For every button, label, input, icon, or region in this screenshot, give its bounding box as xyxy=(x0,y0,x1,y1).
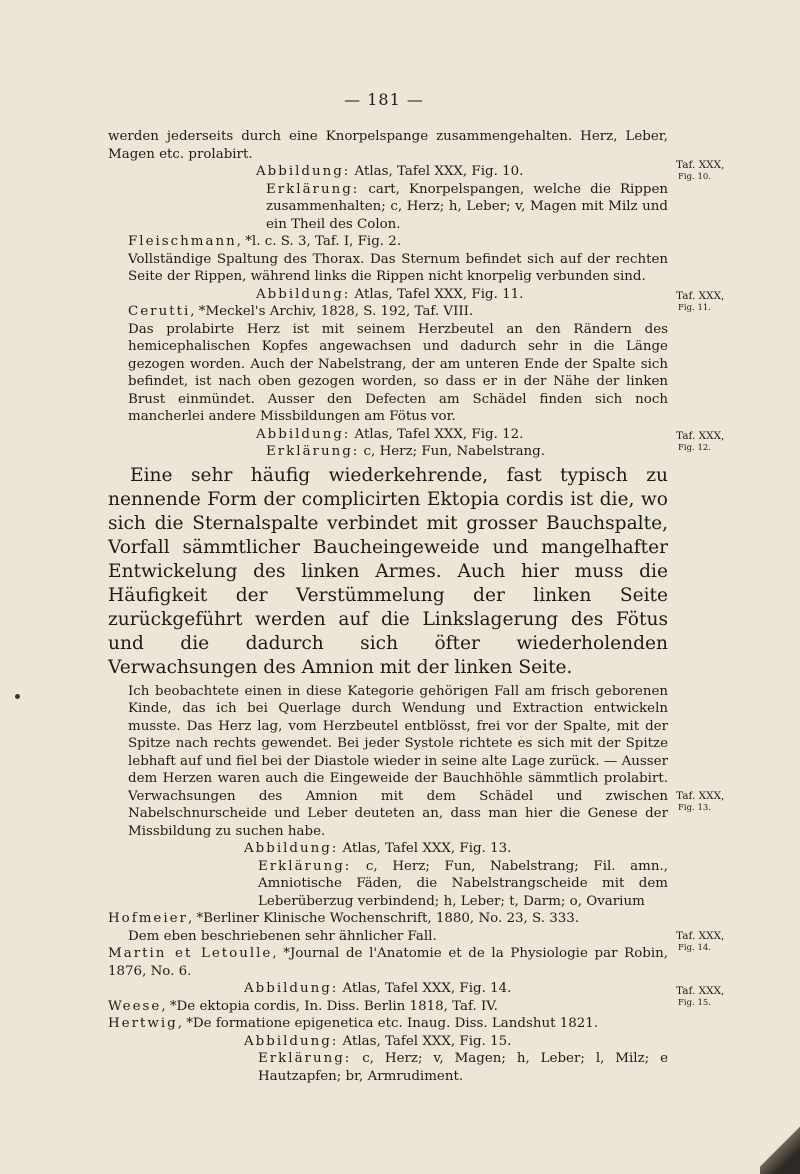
paragraph: Abbildung: Atlas, Tafel XXX, Fig. 11. xyxy=(256,286,524,302)
margin-note xyxy=(676,430,796,454)
margin-note-taf: Taf. XXX, xyxy=(676,790,725,802)
margin-note-taf: Taf. XXX, xyxy=(676,985,725,997)
margin-note xyxy=(676,290,796,314)
margin-note-taf: Taf. XXX, xyxy=(676,159,725,171)
margin-note xyxy=(676,985,796,1009)
paragraph: Abbildung: Atlas, Tafel XXX, Fig. 15. xyxy=(244,1033,512,1049)
margin-note-fig: Fig. 10. xyxy=(678,172,711,182)
margin-note-fig: Fig. 11. xyxy=(678,303,711,313)
paragraph: werden jederseits durch eine Knorpelspange zusammengehalten. Herz, Leber, Magen etc. prolabirt. xyxy=(108,129,668,162)
paragraph: Eine sehr häufig wiederkehrende, fast typisch zu nennende Form der complicirten Ektopia cordis ist die, wo sich die Sternalspalte verbindet mit grosser Bauchspalte, Vorfall sämmtlicher Baucheingeweide und mangelhafter Entwickelung des linken Armes. Auch hier muss die Häufigkeit der Verstümmelung der linken Seite zurückgeführt werden auf die Linkslagerung des Fötus und die dadurch sich öfter wiederholenden Verwachsungen des Amnion mit der linken Seite. xyxy=(108,464,668,678)
paragraph: Weese, *De ektopia cordis, In. Diss. Berlin 1818, Taf. IV. xyxy=(108,998,498,1014)
paragraph: Cerutti, *Meckel's Archiv, 1828, S. 192, Taf. VIII. xyxy=(128,304,474,319)
paragraph: Fleischmann, *l. c. S. 3, Taf. I, Fig. 2. xyxy=(128,234,402,249)
paragraph: Erklärung: c, Herz; v, Magen; h, Leber; l, Milz; e Hautzapfen; br, Armrudiment. xyxy=(258,1051,668,1084)
ink-blot xyxy=(15,694,20,699)
paragraph: Hertwig, *De formatione epigenetica etc. Inaug. Diss. Landshut 1821. xyxy=(108,1016,599,1031)
paragraph: Erklärung: c, Herz; Fun, Nabelstrang. xyxy=(266,444,546,459)
page-number: — 181 — xyxy=(344,90,424,109)
paragraph: Ich beobachtete einen in diese Kategorie gehörigen Fall am frisch geborenen Kinde, das ich bei Querlage durch Wendung und Extraction entwickeln musste. Das Herz lag, vom Herzbeutel entblösst, frei vor der Spalte, mit der Spitze nach rechts gewendet. Bei jeder Systole richtete es sich mit der Spitze lebhaft auf und fiel bei der Diastole wieder in seine alte Lage zurück. — Ausser dem Herzen waren auch die Eingeweide der Bauchhöhle sämmtlich prolabirt. Verwachsungen des Amnion mit dem Schädel und zwischen Nabelschnurscheide und Leber deuteten an, dass man hier die Genese der Missbildung zu suchen habe. xyxy=(128,683,668,839)
margin-note-fig: Fig. 15. xyxy=(678,998,711,1008)
margin-note-taf: Taf. XXX, xyxy=(676,430,725,442)
margin-note-taf: Taf. XXX, xyxy=(676,930,725,942)
margin-note-fig: Fig. 13. xyxy=(678,803,711,813)
paragraph: Abbildung: Atlas, Tafel XXX, Fig. 12. xyxy=(256,426,524,442)
page-corner xyxy=(760,1094,800,1174)
paragraph: Erklärung: cart, Knorpelspangen, welche die Rippen zusammenhalten; c, Herz; h, Leber; v, Magen mit Milz und ein Theil des Colon. xyxy=(266,181,668,232)
paragraph: Dem eben beschriebenen sehr ähnlicher Fall. xyxy=(128,928,437,944)
paragraph: Vollständige Spaltung des Thorax. Das Sternum befindet sich auf der rechten Seite der Rippen, während links die Rippen nicht knorpelig verbunden sind. xyxy=(128,251,668,284)
margin-note-fig: Fig. 12. xyxy=(678,443,711,453)
margin-note xyxy=(676,159,796,183)
paragraph: Das prolabirte Herz ist mit seinem Herzbeutel an den Rändern des hemicephalischen Kopfes angewachsen und dadurch sehr in die Länge gezogen worden. Auch der Nabelstrang, der am unteren Ende der Spalte sich befindet, ist nach oben gezogen worden, so dass er in der Nähe der linken Brust einmündet. Ausser den Defecten am Schädel finden sich noch mancherlei andere Missbildungen am Fötus vor. xyxy=(128,321,668,424)
paragraph: Abbildung: Atlas, Tafel XXX, Fig. 10. xyxy=(256,164,524,179)
margin-note-fig: Fig. 14. xyxy=(678,943,711,953)
paragraph: Hofmeier, *Berliner Klinische Wochenschrift, 1880, No. 23, S. 333. xyxy=(108,911,580,926)
paragraph: Abbildung: Atlas, Tafel XXX, Fig. 14. xyxy=(244,981,512,996)
paragraph: Erklärung: c, Herz; Fun, Nabelstrang; Fil. amn., Amniotische Fäden, die Nabelstrangscheide mit dem Leberüberzug verbindend; h, Leber; t, Darm; o, Ovarium xyxy=(258,858,668,909)
paragraph: Abbildung: Atlas, Tafel XXX, Fig. 13. xyxy=(244,841,512,856)
margin-note xyxy=(676,930,796,954)
page-body xyxy=(108,128,668,1085)
margin-note xyxy=(676,790,796,814)
paragraph: Martin et Letoulle, *Journal de l'Anatomie et de la Physiologie par Robin, 1876, No. 6. xyxy=(108,946,668,979)
margin-note-taf: Taf. XXX, xyxy=(676,290,725,302)
